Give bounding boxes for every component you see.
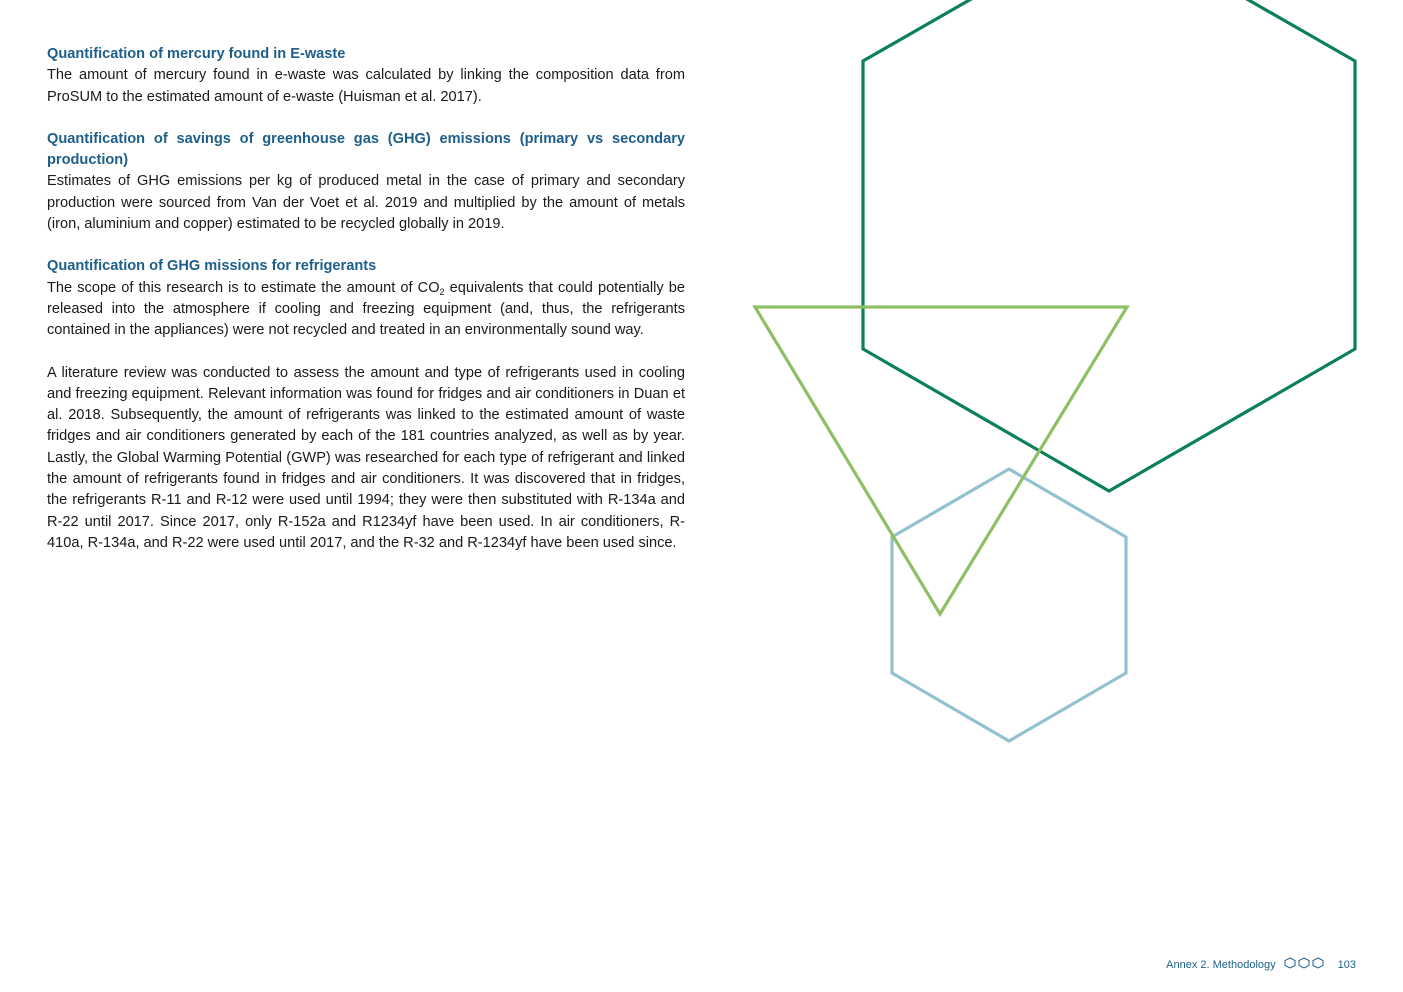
large-green-hexagon [863,0,1355,491]
section-paragraph-co2-scope [47,278,685,342]
three-hexagons-icon [1284,957,1324,972]
section-paragraph-literature-review: A literature review was conducted to assess the amount and type of refrigerants used in cooling and freezing equipment. Relevant information was found for fridges and air conditioners in Duan et al. 2018. Subsequently, the amount of refrigerants was linked to the estimated amount of waste fridges and air conditioners generated by each of the 181 countries analyzed, as well as by year. Lastly, the Global Warming Potential (GWP) was researched for each type of refrigerant and linked the amount of refrigerants found in fridges and air conditioners. It was discovered that in fridges, the refrigerants R-11 and R-12 were used until 1994; they were then substituted with R-134a and R-22 until 2017. Since 2017, only R-152a and R1234yf have been used. In air conditioners, R-410a, R-134a, and R-22 were used until 2017, and the R-32 and R-1234yf have been used since. [47,364,685,551]
light-blue-hexagon [892,469,1126,741]
co2-text-after: equivalents that could potentially be released into the atmosphere if cooling and freezing equipment (and, thus, the refrigerants contained in the appliances) were not recycled and treated in an environmentally sound way. [47,279,685,339]
section-paragraph-ghg-savings: Estimates of GHG emissions per kg of produced metal in the case of primary and secondary production were sourced from Van der Voet et al. 2019 and multiplied by the amount of metals (iron, aluminium and copper) estimated to be recycled globally in 2019. [47,173,685,233]
co2-text-before: The scope of this research is to estimate the amount of CO [47,279,440,296]
page-number: 103 [1337,958,1356,971]
section-heading-refrigerants: Quantification of GHG missions for refrigerants [47,258,377,275]
section-heading-mercury: Quantification of mercury found in E-waste [47,46,346,62]
section-literature-review [47,363,685,555]
footer-section-label: Annex 2. Methodology [1166,958,1276,971]
section-ghg-savings [47,129,685,235]
section-refrigerants [47,256,685,341]
light-green-triangle [755,307,1127,614]
section-paragraph-mercury: The amount of mercury found in e-waste was calculated by linking the composition data from ProSUM to the estimated amount of e-waste (Huisman et al. 2017). [47,67,685,105]
page-footer [1166,957,1356,972]
section-mercury [47,44,685,108]
co2-subscript: 2 [439,286,445,297]
section-heading-ghg-savings: Quantification of savings of greenhouse gas (GHG) emissions (primary vs secondary production) [47,130,685,169]
main-text-column [47,44,685,554]
